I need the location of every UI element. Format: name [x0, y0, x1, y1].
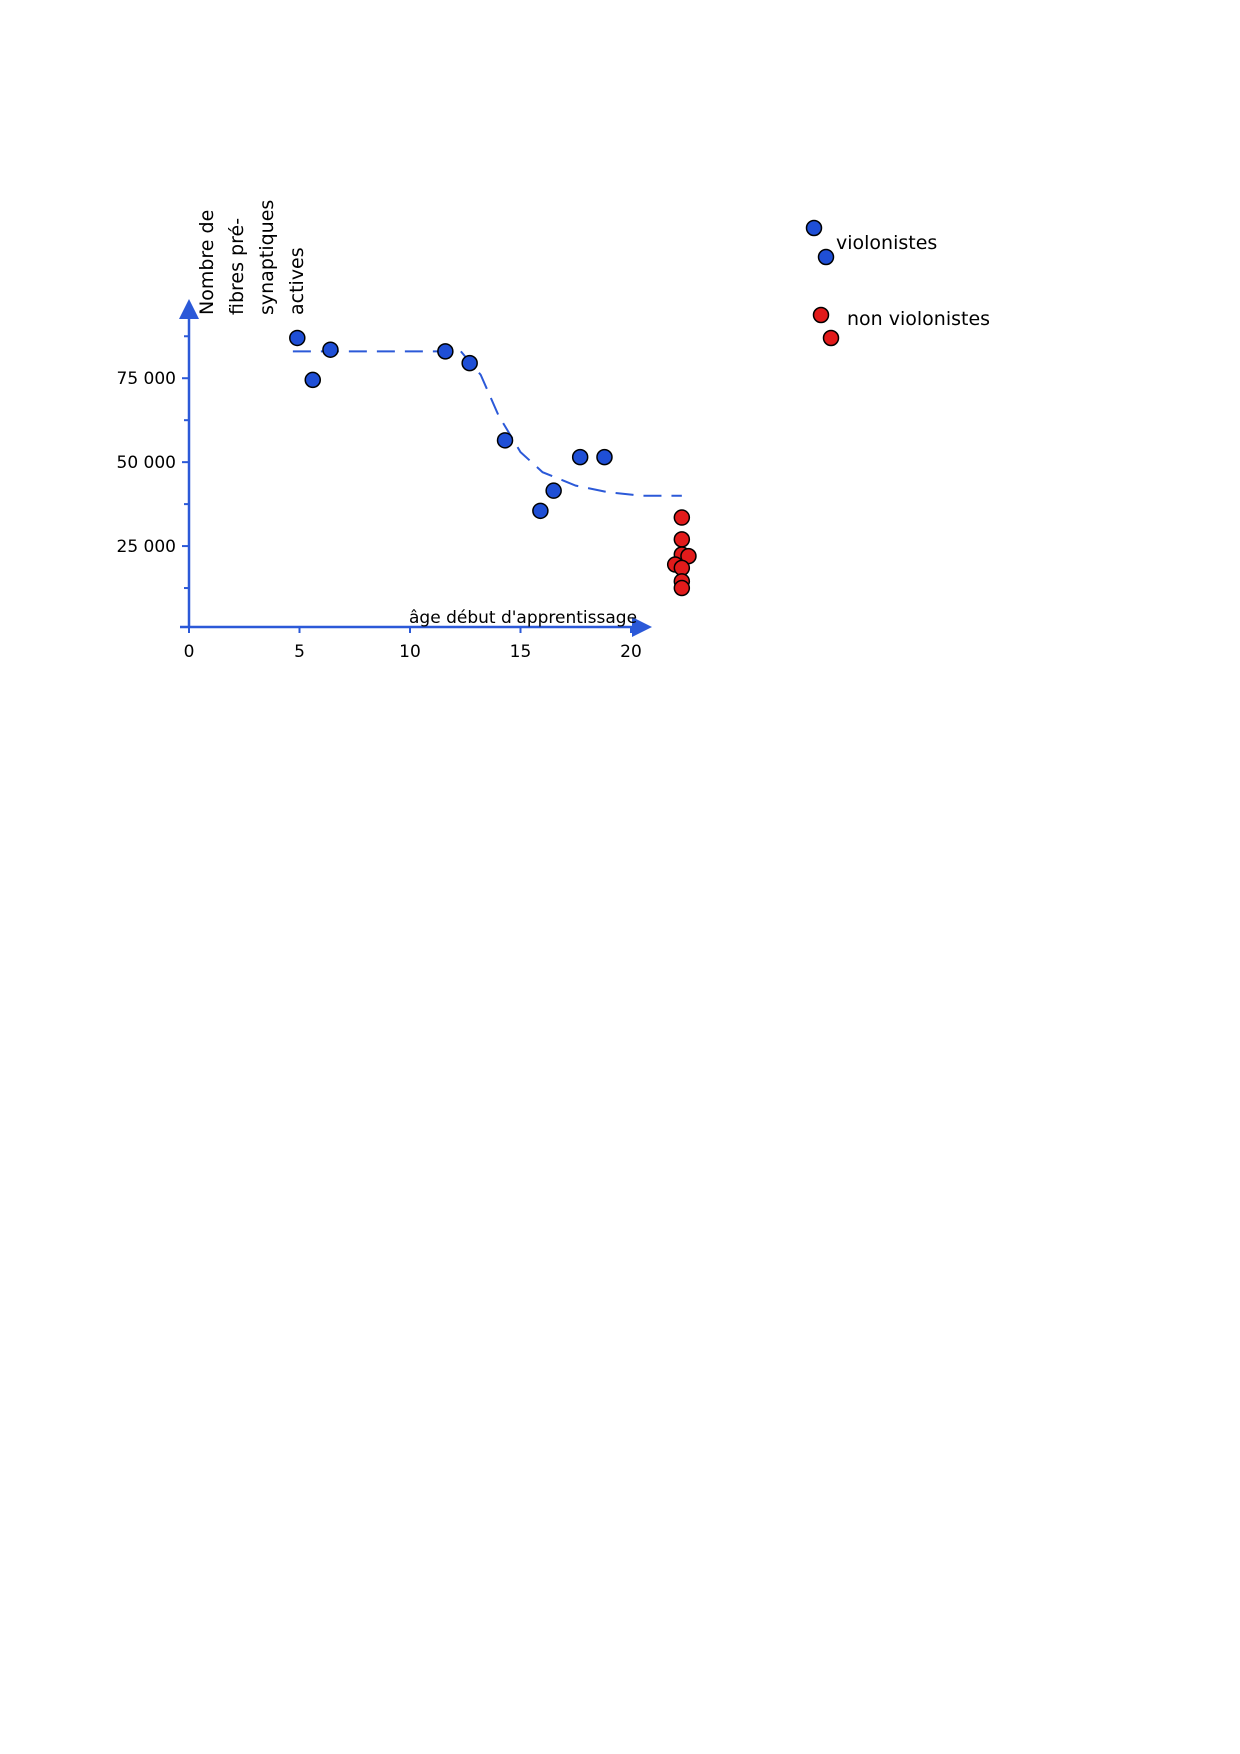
y-tick-label: 50 000: [116, 453, 176, 474]
legend-marker-non-violonistes-1: [814, 308, 829, 323]
x-tick-label: 0: [183, 642, 195, 662]
data-point-violonistes: [290, 330, 305, 345]
data-point-violonistes: [438, 344, 453, 359]
y-tick-label: 25 000: [116, 537, 176, 558]
y-axis-title: [196, 200, 308, 315]
legend-label-non-violonistes: non violonistes: [847, 308, 991, 330]
legend-marker-non-violonistes-2: [824, 331, 839, 346]
y-axis-title-line-4: actives: [286, 247, 308, 315]
x-tick-label: 15: [509, 642, 532, 662]
data-point-violonistes: [462, 356, 477, 371]
legend-label-violonistes: violonistes: [836, 232, 938, 254]
data-point-violonistes: [597, 450, 612, 465]
legend: [807, 221, 991, 346]
legend-marker-violonistes-1: [807, 221, 822, 236]
y-axis-title-line-1: Nombre de: [196, 209, 218, 315]
y-axis-title-line-2: fibres pré-: [226, 217, 248, 315]
data-point-violonistes: [498, 433, 513, 448]
data-point-non-violonistes: [674, 510, 689, 525]
data-point-violonistes: [573, 450, 588, 465]
x-tick-label: 20: [620, 642, 642, 662]
x-tick-label: 5: [294, 642, 305, 662]
data-point-non-violonistes: [674, 532, 689, 547]
y-ticks: [117, 369, 189, 557]
data-point-violonistes: [546, 483, 561, 498]
y-axis-title-line-3: synaptiques: [256, 199, 278, 315]
x-axis-title: âge début d'apprentissage: [409, 608, 638, 628]
x-tick-label: 10: [399, 642, 421, 662]
x-ticks: [184, 627, 642, 662]
y-tick-label: 75 000: [116, 369, 176, 390]
data-point-non-violonistes: [674, 581, 689, 596]
data-points: [290, 330, 696, 595]
data-point-violonistes: [305, 372, 320, 387]
data-point-violonistes: [533, 503, 548, 518]
data-point-violonistes: [323, 342, 338, 357]
legend-marker-violonistes-2: [819, 250, 834, 265]
trend-line: [293, 351, 682, 495]
